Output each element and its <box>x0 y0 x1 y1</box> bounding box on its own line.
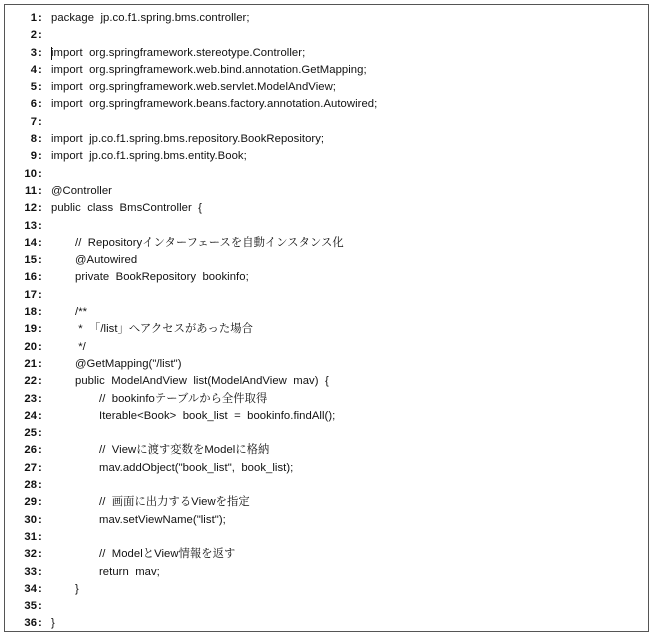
line-text: // Viewに渡す変数をModelに格納 <box>99 444 270 457</box>
line-text: } <box>75 582 79 595</box>
code-line <box>5 494 648 511</box>
code-line <box>5 148 648 165</box>
line-number: 13 <box>24 219 37 232</box>
line-text: @Autowired <box>75 254 138 267</box>
line-colon: : <box>38 444 42 457</box>
code-line <box>5 27 648 44</box>
line-text: // bookinfoテーブルから全件取得 <box>99 392 268 405</box>
code-line <box>5 287 648 304</box>
line-number: 26 <box>24 444 37 457</box>
code-line <box>5 373 648 390</box>
line-text: // ModelとView情報を返す <box>99 548 236 561</box>
line-colon: : <box>38 98 42 111</box>
line-colon: : <box>38 184 42 197</box>
code-line <box>5 131 648 148</box>
line-number: 19 <box>24 323 37 336</box>
line-text: package jp.co.f1.spring.bms.controller; <box>51 12 250 24</box>
line-text: // Repositoryインターフェースを自動インスタンス化 <box>75 236 344 249</box>
line-number: 3 <box>30 46 37 59</box>
line-colon: : <box>38 392 42 405</box>
code-line <box>5 529 648 546</box>
line-number: 17 <box>24 288 37 301</box>
code-line <box>5 564 648 581</box>
line-colon: : <box>38 375 42 388</box>
line-text: } <box>51 617 55 630</box>
line-text: public class BmsController { <box>51 202 202 215</box>
line-number: 8 <box>30 133 37 146</box>
line-colon: : <box>38 513 42 526</box>
line-colon: : <box>38 81 42 94</box>
code-line <box>5 10 648 27</box>
line-colon: : <box>38 254 42 267</box>
code-line <box>5 460 648 477</box>
line-colon: : <box>38 271 42 284</box>
line-number: 6 <box>30 98 37 111</box>
line-text: import org.springframework.web.servlet.ModelAndView; <box>51 81 336 94</box>
line-number: 16 <box>24 271 37 284</box>
line-number: 32 <box>24 548 37 561</box>
line-colon: : <box>38 548 42 561</box>
line-colon: : <box>38 12 42 24</box>
line-colon: : <box>38 427 42 440</box>
code-line <box>5 442 648 459</box>
line-text: import jp.co.f1.spring.bms.entity.Book; <box>51 150 247 163</box>
code-line <box>5 356 648 373</box>
line-text: mav.addObject("book_list", book_list); <box>99 461 294 474</box>
code-lines <box>5 10 648 633</box>
line-colon: : <box>38 219 42 232</box>
line-colon: : <box>38 340 42 353</box>
line-number: 22 <box>24 375 37 388</box>
line-colon: : <box>38 236 42 249</box>
line-number: 33 <box>24 565 37 578</box>
line-number: 28 <box>24 479 37 492</box>
code-line <box>5 408 648 425</box>
line-colon: : <box>38 617 42 630</box>
line-colon: : <box>38 496 42 509</box>
line-colon: : <box>38 600 42 613</box>
code-line <box>5 321 648 338</box>
code-line <box>5 218 648 235</box>
line-text: */ <box>75 340 86 353</box>
code-line <box>5 598 648 615</box>
line-colon: : <box>38 167 42 180</box>
line-colon: : <box>38 565 42 578</box>
code-line <box>5 183 648 200</box>
line-colon: : <box>38 357 42 370</box>
code-line <box>5 581 648 598</box>
line-number: 5 <box>30 81 37 94</box>
line-number: 27 <box>24 461 37 474</box>
code-line <box>5 96 648 113</box>
code-line <box>5 166 648 183</box>
line-colon: : <box>38 479 42 492</box>
line-text: private BookRepository bookinfo; <box>75 271 249 284</box>
code-line <box>5 235 648 252</box>
line-colon: : <box>38 29 42 42</box>
line-text: // 画面に出力するViewを指定 <box>99 496 250 509</box>
line-number: 12 <box>24 202 37 215</box>
line-number: 10 <box>24 167 37 180</box>
code-line <box>5 114 648 131</box>
line-text: import org.springframework.web.bind.annotation.GetMapping; <box>51 63 367 76</box>
line-number: 2 <box>30 29 37 42</box>
line-number: 11 <box>25 184 37 197</box>
line-number: 15 <box>24 254 37 267</box>
line-number: 29 <box>24 496 37 509</box>
line-number: 35 <box>24 600 37 613</box>
line-text: @Controller <box>51 184 112 197</box>
line-text: import org.springframework.stereotype.Controller; <box>51 46 306 59</box>
code-line <box>5 252 648 269</box>
line-number: 1 <box>30 12 37 24</box>
line-text: @GetMapping("/list") <box>75 357 182 370</box>
line-text: return mav; <box>99 565 160 578</box>
line-text: import org.springframework.beans.factory.annotation.Autowired; <box>51 98 378 111</box>
code-line <box>5 45 648 62</box>
code-line <box>5 425 648 442</box>
line-colon: : <box>38 288 42 301</box>
line-number: 21 <box>24 357 37 370</box>
code-line <box>5 200 648 217</box>
line-colon: : <box>38 409 42 422</box>
line-colon: : <box>38 202 42 215</box>
line-colon: : <box>38 150 42 163</box>
line-colon: : <box>38 582 42 595</box>
line-colon: : <box>38 115 42 128</box>
code-line <box>5 62 648 79</box>
line-colon: : <box>38 323 42 336</box>
line-number: 4 <box>30 63 37 76</box>
line-text: * 「/list」へアクセスがあった場合 <box>75 323 253 336</box>
line-text: public ModelAndView list(ModelAndView mav) { <box>75 375 329 388</box>
line-number: 36 <box>24 617 37 630</box>
line-number: 25 <box>24 427 37 440</box>
line-number: 30 <box>24 513 37 526</box>
line-number: 7 <box>30 115 37 128</box>
code-line <box>5 304 648 321</box>
code-line <box>5 339 648 356</box>
line-number: 18 <box>24 306 37 319</box>
line-colon: : <box>38 306 42 319</box>
line-colon: : <box>38 63 42 76</box>
line-number: 9 <box>30 150 37 163</box>
code-line <box>5 512 648 529</box>
line-colon: : <box>38 530 42 543</box>
code-line <box>5 79 648 96</box>
line-colon: : <box>38 46 42 59</box>
code-listing <box>4 4 649 632</box>
code-line <box>5 269 648 286</box>
line-number: 23 <box>24 392 37 405</box>
line-text: mav.setViewName("list"); <box>99 513 226 526</box>
line-text: /** <box>75 306 88 319</box>
line-number: 24 <box>24 409 37 422</box>
code-line <box>5 546 648 563</box>
code-line <box>5 615 648 632</box>
code-line <box>5 391 648 408</box>
line-colon: : <box>38 133 42 146</box>
line-text: import jp.co.f1.spring.bms.repository.BookRepository; <box>51 133 325 146</box>
line-colon: : <box>38 461 42 474</box>
code-line <box>5 477 648 494</box>
line-number: 31 <box>24 530 37 543</box>
line-number: 14 <box>24 236 37 249</box>
line-number: 34 <box>24 582 37 595</box>
line-number: 20 <box>24 340 37 353</box>
line-text: Iterable<Book> book_list = bookinfo.findAll(); <box>99 409 336 422</box>
